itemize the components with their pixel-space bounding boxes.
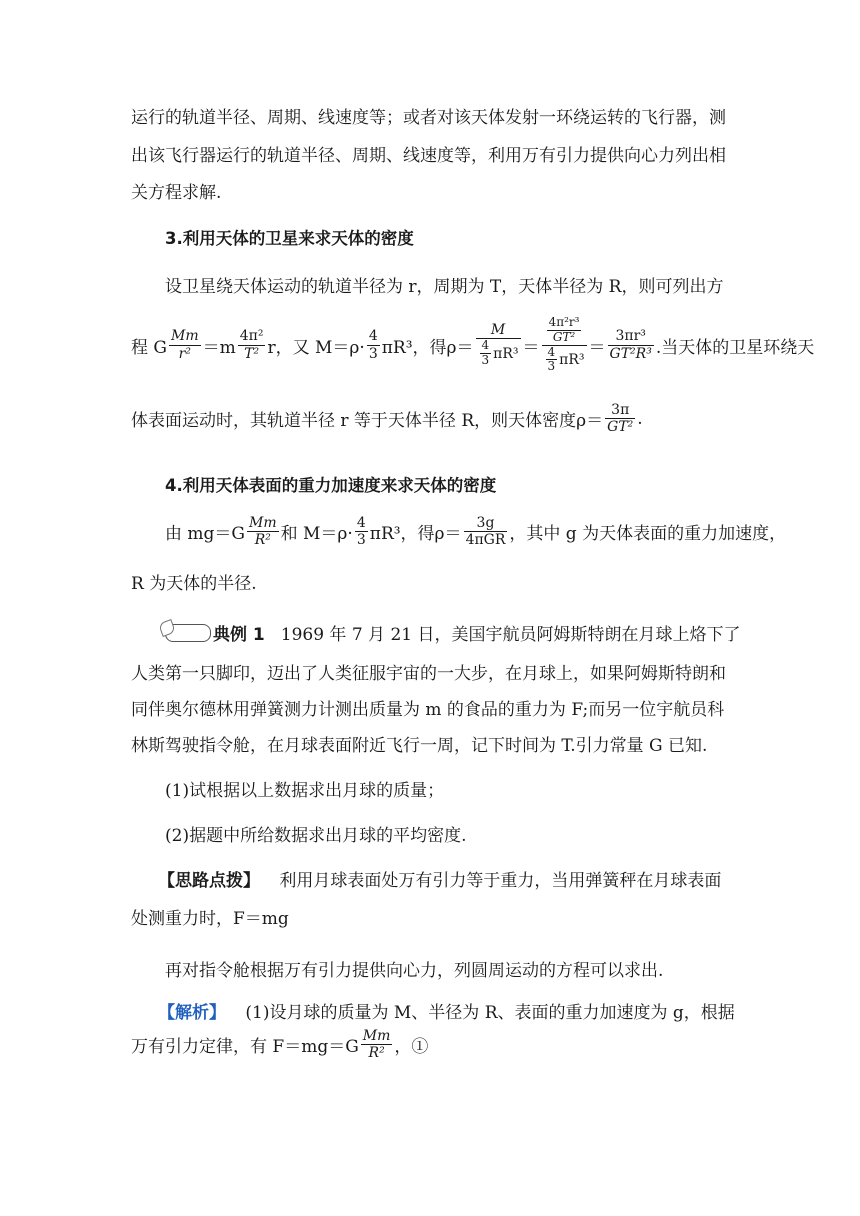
paragraph-line: R 为天体的半径. xyxy=(131,574,257,594)
hint-label: 【思路点拨】 xyxy=(158,871,260,891)
example-label: 典例 1 xyxy=(213,625,265,645)
formula-line: 程 G $\frac{Mm}{\text{r²}}$ ＝m $\frac{\text{4π²}}{\text{T²}}$ r，又 M＝ρ· $\frac{4}{3}$ πR³，得ρ＝ M $\frac{4}{3}$ πR³ ＝ $\frac{\text{4π²r³}}{\text{GT²}}$ $\frac{4}{3}$ πR³ ＝ $\frac{\text{3πr³}}{\text{GT²R³}}$ .当天体的卫星环绕天 xyxy=(131,314,815,374)
fraction: $\frac{3g}{\text{4πGR}}$ xyxy=(465,515,506,549)
example-badge-icon xyxy=(165,624,211,642)
fraction: $\frac{Mm}{\text{R²}}$ xyxy=(249,515,277,549)
section-heading-3: 3.利用天体的卫星来求天体的密度 xyxy=(165,229,414,248)
paragraph-line: 人类第一只脚印，迈出了人类征服宇宙的一大步，在月球上，如果阿姆斯特朗和 xyxy=(131,664,726,684)
section-heading-4: 4.利用天体表面的重力加速度来求天体的密度 xyxy=(165,476,497,495)
formula-line: 万有引力定律，有 F＝mg＝G $\frac{Mm}{\text{R²}}$ ，① xyxy=(131,1028,429,1062)
fraction: $\frac{\text{4π²r³}}{\text{GT²}}$ $\frac{4}{3}$ πR³ xyxy=(542,316,587,374)
fraction: M $\frac{4}{3}$ πR³ xyxy=(476,322,521,368)
fraction: $\frac{4}{3}$ xyxy=(368,328,378,362)
hint-line: 【思路点拨】 利用月球表面处万有引力等于重力，当用弹簧秤在月球表面 xyxy=(158,871,722,891)
solution-label: 【解析】 xyxy=(158,1003,226,1023)
formula-line: 体表面运动时，其轨道半径 r 等于天体半径 R，则天体密度ρ＝ $\frac{3\pi}{\text{GT²}}$ . xyxy=(131,402,643,436)
paragraph-line: 出该飞行器运行的轨道半径、周期、线速度等，利用万有引力提供向心力列出相 xyxy=(131,146,726,166)
fraction: $\frac{3\pi}{\text{GT²}}$ xyxy=(607,402,634,436)
example-header: 典例 1 1969 年 7 月 21 日，美国宇航员阿姆斯特朗在月球上烙下了 xyxy=(165,620,740,645)
question-1: (1)试根据以上数据求出月球的质量； xyxy=(165,781,445,801)
fraction: $\frac{4}{3}$ xyxy=(356,515,366,549)
fraction: $\frac{Mm}{\text{r²}}$ xyxy=(170,328,199,362)
paragraph-line: 林斯驾驶指令舱，在月球表面附近飞行一周，记下时间为 T.引力常量 G 已知. xyxy=(131,736,708,756)
paragraph-line: 关方程求解. xyxy=(131,183,222,203)
paragraph-line: 运行的轨道半径、周期、线速度等；或者对该天体发射一环绕运转的飞行器，测 xyxy=(131,108,726,128)
paragraph-line: 设卫星绕天体运动的轨道半径为 r，周期为 T，天体半径为 R，则可列出方 xyxy=(165,277,724,297)
fraction: $\frac{\text{3πr³}}{\text{GT²R³}}$ xyxy=(609,328,652,362)
solution-line: 【解析】 (1)设月球的质量为 M、半径为 R、表面的重力加速度为 g，根据 xyxy=(158,1003,735,1023)
fraction: $\frac{\text{4π²}}{\text{T²}}$ xyxy=(239,328,264,362)
paragraph-line: 同伴奥尔德林用弹簧测力计测出质量为 m 的食品的重力为 F;而另一位宇航员科 xyxy=(131,700,725,720)
paragraph-line: 处测重力时，F＝mg xyxy=(131,909,289,929)
fraction: $\frac{Mm}{\text{R²}}$ xyxy=(362,1028,391,1062)
formula-line: 由 mg＝G $\frac{Mm}{\text{R²}}$ 和 M＝ρ· $\frac{4}{3}$ πR³，得ρ＝ $\frac{3g}{\text{4πGR}}$ ，其中 g 为天体表面的重力加速度， xyxy=(165,515,787,549)
paragraph-line: 再对指令舱根据万有引力提供向心力，列圆周运动的方程可以求出. xyxy=(165,961,664,981)
question-2: (2)据题中所给数据求出月球的平均密度. xyxy=(165,826,467,846)
